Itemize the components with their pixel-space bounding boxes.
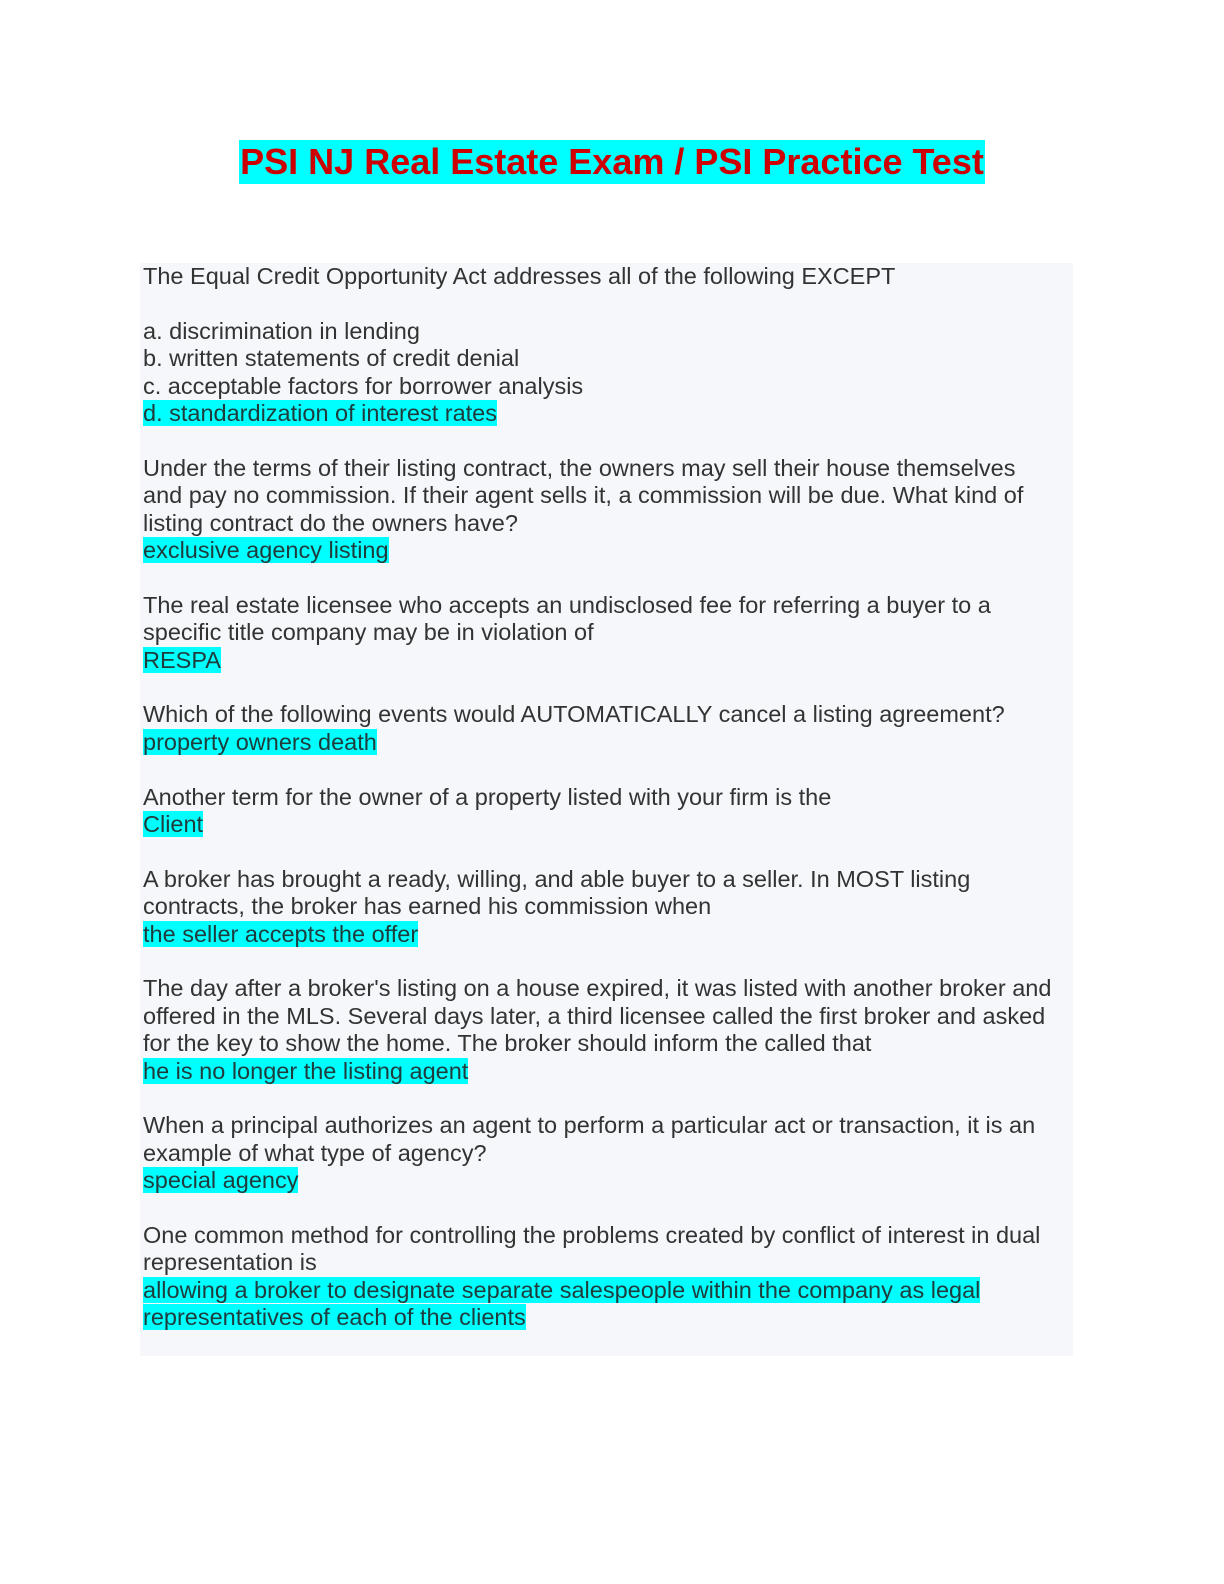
answer-text-line-1: allowing a broker to designate separate salespeople within the company as legal <box>143 1276 981 1303</box>
answer-text: special agency <box>143 1167 299 1194</box>
answer-text: RESPA <box>143 646 221 673</box>
question-text: Another term for the owner of a property listed with your firm is the <box>143 783 832 810</box>
question-block-2 <box>143 455 1068 565</box>
option-c: c. acceptable factors for borrower analysis <box>143 372 584 399</box>
question-block-3 <box>143 592 1068 674</box>
question-text: Under the terms of their listing contract, the owners may sell their house themselves and pay no commission. If their agent sells it, a commission will be due. What kind of listing contract do the owners have? <box>143 454 1024 536</box>
answer-text: Client <box>143 811 204 838</box>
question-text: The Equal Credit Opportunity Act addresses all of the following EXCEPT <box>143 263 896 289</box>
answer-text-line-2: representatives of each of the clients <box>143 1304 526 1331</box>
question-block-9 <box>143 1222 1068 1332</box>
answer-text: property owners death <box>143 728 377 755</box>
question-block-6 <box>143 866 1068 948</box>
answer-text: he is no longer the listing agent <box>143 1057 469 1084</box>
option-d-correct-answer: d. standardization of interest rates <box>143 400 498 427</box>
option-b: b. written statements of credit denial <box>143 345 520 372</box>
question-text: One common method for controlling the problems created by conflict of interest in dual representation is <box>143 1222 1041 1276</box>
question-text: Which of the following events would AUTOMATICALLY cancel a listing agreement? <box>143 701 1005 728</box>
question-text: The day after a broker's listing on a house expired, it was listed with another broker and offered in the MLS. Several days later, a third licensee called the first broker and asked for the key to show the home. The broker should inform the called that <box>143 975 1052 1057</box>
question-block-8 <box>143 1112 1068 1194</box>
question-block-5 <box>143 784 1068 839</box>
page-title <box>0 140 1224 184</box>
answer-text: the seller accepts the offer <box>143 920 419 947</box>
question-list <box>143 263 1068 1359</box>
option-a: a. discrimination in lending <box>143 317 420 344</box>
content-panel <box>140 263 1073 1356</box>
page-title-text: PSI NJ Real Estate Exam / PSI Practice Test <box>240 141 984 182</box>
answer-options <box>143 318 1068 428</box>
answer-text: exclusive agency listing <box>143 537 389 564</box>
question-text: When a principal authorizes an agent to perform a particular act or transaction, it is an example of what type of agency? <box>143 1112 1036 1166</box>
question-block-4 <box>143 701 1068 756</box>
question-block-1 <box>143 263 1068 427</box>
question-text: A broker has brought a ready, willing, and able buyer to a seller. In MOST listing contracts, the broker has earned his commission when <box>143 865 971 920</box>
question-text: The real estate licensee who accepts an undisclosed fee for referring a buyer to a specific title company may be in violation of <box>143 591 991 646</box>
question-block-7 <box>143 975 1068 1085</box>
